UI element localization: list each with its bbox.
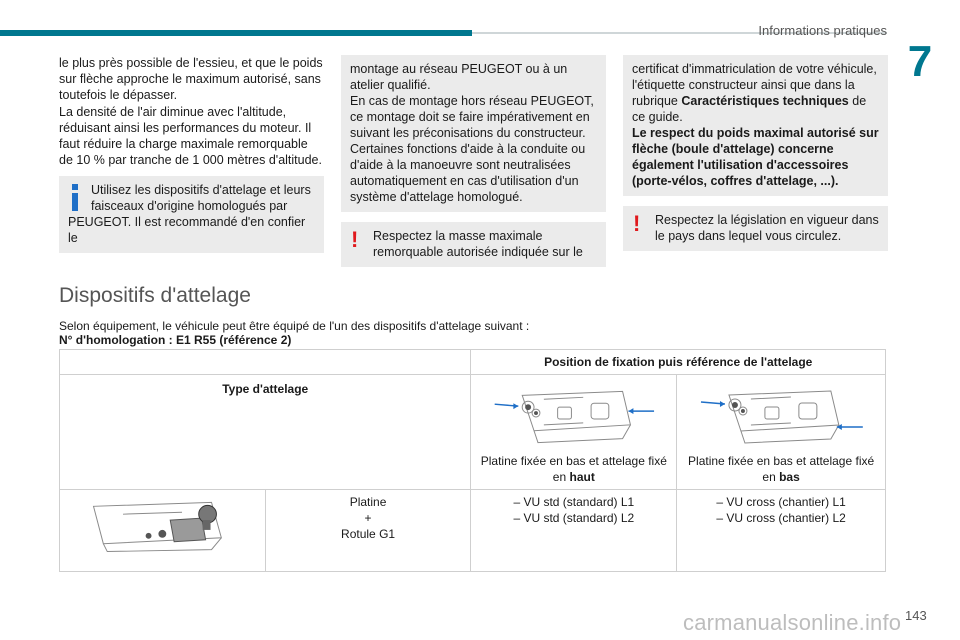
cell-high-references [471,490,677,572]
hitch-plate-high-image [475,385,672,447]
hitch-table [59,349,886,572]
homologation-number: N° d'homologation : E1 R55 (référence 2) [59,333,292,347]
list-item: – VU std (standard) L1 [513,495,635,509]
link-technical-specs: Caractéristiques techniques [681,94,849,108]
info-box-text-2: PEUGEOT. Il est recommandé d'en confier le [68,215,306,246]
text-column-2 [341,55,606,277]
section-title: Dispositifs d'attelage [59,284,251,307]
hitch-plate-low-image [681,385,881,447]
cell-type-name [265,490,471,572]
position-high-text: Platine fixée en bas et attelage fixé en [480,454,667,484]
grey-box-installation [341,55,606,212]
hitch-high-illustration [475,385,672,447]
cell-low-references [677,490,886,572]
cell-position-high [471,375,677,490]
list-item: – VU cross (chantier) L2 [716,511,846,525]
paragraph-altitude: La densité de l'air diminue avec l'altitude, réduisant ainsi les performances du moteur. Il faut réduire la charge maximale remorquable de 10 % par tranche de 1 000 mètres d'altitude. [59,104,322,168]
text-column-3 [623,55,888,261]
table-row [60,350,886,375]
tow-ball-image [64,494,261,556]
type-name-line-1: Platine [349,495,387,509]
header-accent-bar [0,30,472,36]
chapter-number: 7 [907,37,933,86]
page-number: 143 [905,608,927,623]
list-item: – VU cross (chantier) L1 [716,495,846,509]
paragraph-outside-network: En cas de montage hors réseau PEUGEOT, ce montage doit se faire impérativement en suivant les préconisations du constructeur. [350,94,594,140]
info-box-text-1: Utilisez les dispositifs d'attelage et leurs faisceaux d'origine homologués par [91,183,311,214]
position-high-bold: haut [569,470,595,484]
paragraph-axle-weight: le plus près possible de l'essieu, et que le poids sur flèche approche le maximum autorisé, sans toutefois le dépasser. [59,56,323,103]
list-item: – VU std (standard) L2 [513,511,635,525]
tow-ball-illustration [64,494,261,556]
info-box-hitch [59,176,324,253]
paragraph-installation: montage au réseau PEUGEOT ou à un atelier qualifié. [350,62,568,92]
cell-position-low [677,375,886,490]
type-header: Type d'attelage [60,375,471,490]
position-low-bold: bas [779,470,800,484]
grey-box-certificate [623,55,888,196]
warning-icon: ! [633,211,641,236]
table-row [60,375,886,490]
paragraph-driving-aids: Certaines fonctions d'aide à la conduite ou d'aide à la manoeuvre sont neutralisées automatiquement en cas d'utilisation d'un système d'attelage homologué. [350,142,586,204]
position-header: Position de fixation puis référence de l'attelage [471,350,886,375]
position-low-text: Platine fixée en bas et attelage fixé en [688,454,875,484]
warning-box-text: Respectez la masse maximale remorquable autorisée indiquée sur le [373,229,583,259]
warning-box-text: Respectez la législation en vigueur dans le pays dans lequel vous circulez. [655,213,879,243]
type-name-line-3: Rotule G1 [341,527,396,541]
warning-icon: ! [351,227,359,252]
type-name-line-2: + [364,511,372,525]
paragraph-certificate: certificat d'immatriculation de votre véhicule, l'étiquette constructeur ainsi que dans la rubrique Caractéristiques techniques de ce guide. [632,62,877,124]
warning-box-legislation [623,206,888,251]
cell-type-image [60,490,266,572]
section-intro: Selon équipement, le véhicule peut être équipé de l'un des dispositifs d'attelage suivant : [59,319,530,333]
warning-box-towable-mass [341,222,606,267]
running-header-title: Informations pratiques [758,23,887,38]
paragraph-max-weight: Le respect du poids maximal autorisé sur flèche (boule d'attelage) concerne également l'utilisation d'accessoires (porte-vélos, coffres d'attelage, ...). [632,126,879,188]
info-icon [67,184,83,212]
text-column-1 [59,55,324,263]
watermark: carmanualsonline.info [683,610,902,635]
hitch-low-illustration [681,385,881,447]
table-row [60,490,886,572]
